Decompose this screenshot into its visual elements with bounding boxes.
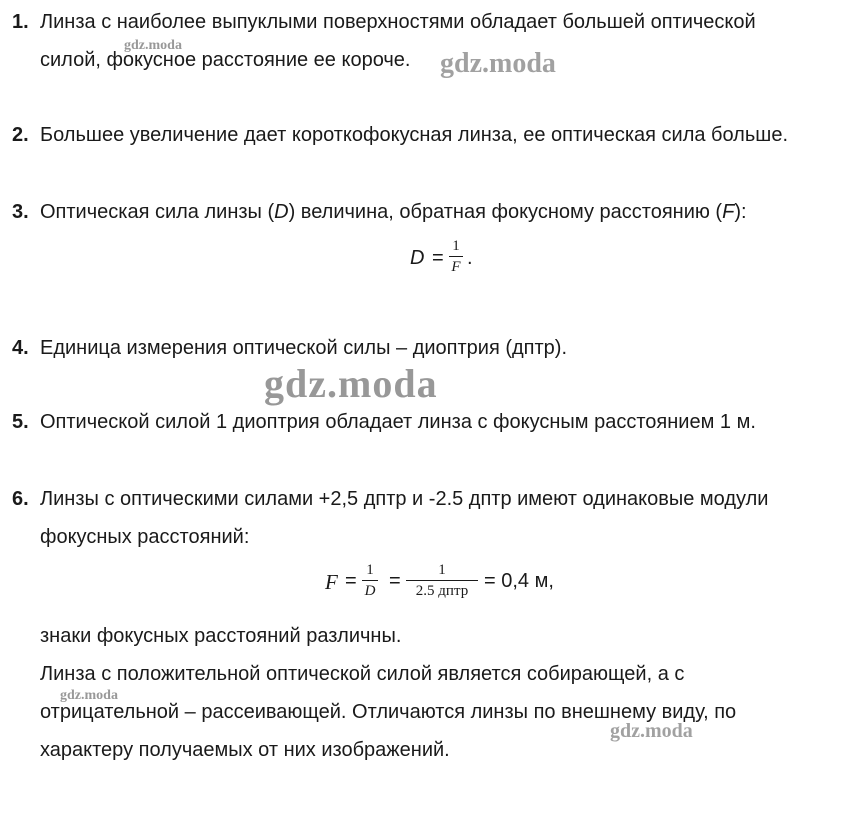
fraction-bar <box>362 580 378 581</box>
fraction-bar <box>406 580 478 581</box>
item-number-4: 4. <box>12 337 29 359</box>
item-6-line-3: знаки фокусных расстояний различны. <box>40 625 402 647</box>
formula-6-numerator-2: 1 <box>438 562 446 578</box>
watermark: gdz.moda <box>440 48 556 79</box>
watermark: gdz.moda <box>124 38 182 53</box>
item-number-3: 3. <box>12 201 29 223</box>
formula-6-eq1: = <box>345 570 357 592</box>
item-number-1: 1. <box>12 11 29 33</box>
item-1-line-1: Линза с наиболее выпуклыми поверхностями обладает большей оптической <box>40 11 756 33</box>
item-number-5: 5. <box>12 411 29 433</box>
item-6-line-6: характеру получаемых от них изображений. <box>40 739 450 761</box>
item-6-line-1: Линзы с оптическими силами +2,5 дптр и -2.5 дптр имеют одинаковые модули <box>40 488 769 510</box>
formula-3-denominator: F <box>451 259 461 275</box>
formula-6-lhs: F <box>325 570 338 594</box>
item-5-line-1: Оптической силой 1 диоптрия обладает линза с фокусным расстоянием 1 м. <box>40 411 756 433</box>
formula-6-eq2: = <box>389 570 401 592</box>
formula-6-fraction-2 <box>406 561 478 600</box>
item-1-line-2: силой, фокусное расстояние ее короче. <box>40 49 411 71</box>
formula-3-eq: = <box>432 247 444 269</box>
formula-3-lhs: D <box>410 247 425 269</box>
fraction-bar <box>449 256 463 257</box>
formula-6-fraction-1 <box>362 561 378 600</box>
watermark: gdz.moda <box>610 720 693 742</box>
formula-6-denominator-1: D <box>364 583 376 599</box>
formula-3-numerator: 1 <box>452 238 460 254</box>
formula-3-fraction <box>449 237 463 276</box>
item-6-line-4: Линза с положительной оптической силой является собирающей, а с <box>40 663 685 685</box>
item-4-line-1: Единица измерения оптической силы – диоптрия (дптр). <box>40 337 568 359</box>
item-number-2: 2. <box>12 124 29 146</box>
item-6-line-5: отрицательной – рассеивающей. Отличаются линзы по внешнему виду, по <box>40 701 737 723</box>
watermark: gdz.moda <box>60 688 118 703</box>
watermark: gdz.moda <box>264 361 438 406</box>
item-3-line-1: Оптическая сила линзы (D) величина, обратная фокусному расстоянию (F): <box>40 201 747 223</box>
formula-3-tail: . <box>467 247 473 269</box>
item-6-line-2: фокусных расстояний: <box>40 526 250 548</box>
formula-6-denominator-2: 2.5 дптр <box>415 583 469 599</box>
formula-6-tail: = 0,4 м, <box>484 570 554 592</box>
item-2-line-1: Большее увеличение дает короткофокусная линза, ее оптическая сила больше. <box>40 124 788 146</box>
item-number-6: 6. <box>12 488 29 510</box>
formula-6-numerator-1: 1 <box>366 562 374 578</box>
